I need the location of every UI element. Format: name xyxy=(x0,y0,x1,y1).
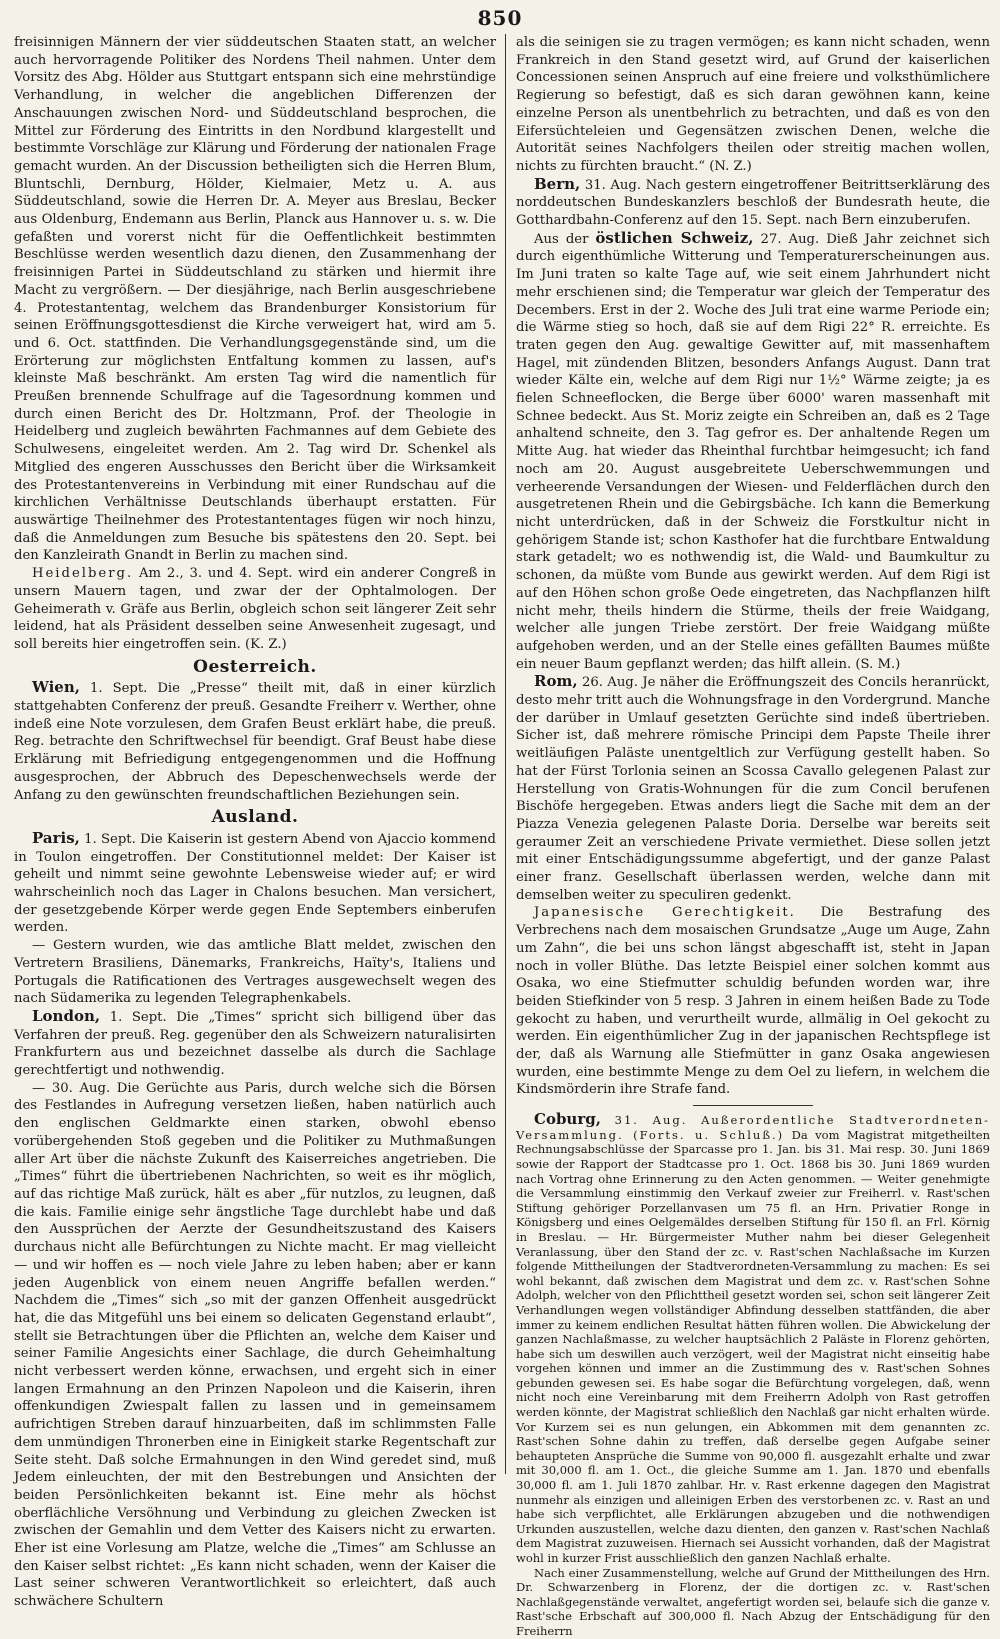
article-paris-2: — Gestern wurden, wie das amtliche Blatt meldet, zwischen den Vertretern Brasiliens, Dänemarks, Frankreichs, Haïty's, Italiens und Portugals die Ratificationen des Vertrages ausgewechselt wegen des nach Südamerika zu legenden Telegraphenkabels. xyxy=(14,938,496,1007)
place-ostschweiz: östlichen Schweiz, xyxy=(595,228,754,247)
article-london-2: — 30. Aug. Die Gerüchte aus Paris, durch welche sich die Börsen des Festlandes in Aufregung versetzen ließen, haben natürlich auch den englischen Geldmarkte einen starken, obwohl ebenso vorübergehenden Stoß gegeben und die Politiker zu Muthmaßungen aller Art über die nächste Zukunft des Kaiserreiches angetrieben. Die „Times“ führt die übertriebenen Nachrichten, so weit es ihr möglich, auf das richtige Maß zurück, hält es aber „für nutzlos, zu leugnen, daß die kais. Familie einige sehr ängstliche Tage durchlebt habe und daß den Aussprüchen der Aerzte der Gesundheitszustand des Kaisers durchaus nicht alle Befürchtungen zu Nichte macht. Er mag vielleicht — und wir hoffen es — noch viele Jahre zu leben haben; aber er kann jeden Augenblick von einem neuen Angriffe befallen werden.“ Nachdem die „Times“ sich „so mit der ganzen Offenheit ausgedrückt hat, die das Mitgefühl uns bei einem so delicaten Gegenstand erlaubt“, stellt sie Betrachtungen über die Pflichten an, welche dem Kaiser und seiner Familie Angesichts einer Sachlage, die durch Geheimhaltung nicht verbessert werden könne, erwachsen, und ergeht sich in einer langen Ermahnung an den Prinzen Napoleon und die Kaiserin, ihren offenkundigen Zwiespalt fallen zu lassen und in gemeinsamem aufrichtigen Streben darauf hinzuarbeiten, daß im schlimmsten Falle dem unmündigen Thronerben eine in Einigkeit starke Regentschaft zur Seite steht. Daß solche Ermahnungen in den Wind geredet sind, muß Jedem einleuchten, der mit den Bestrebungen und Ansichten der beiden Persönlichkeiten bekannt ist. Eine mehr als höchst oberflächliche Versöhnung und Verbindung zu gleichen Zwecken ist zwischen der Gemahlin und dem Vetter des Kaisers nicht zu erwarten. Eher ist eine Vorlesung am Platze, welche die „Times“ am Schlusse an den Kaiser selbst richtet: „Es kann nicht schaden, wenn der Kaiser die Last seiner schweren Verantwortlichkeit so erleichtert, daß auch schwächere Schultern xyxy=(14,1080,496,1610)
place-london: London, xyxy=(32,1006,101,1025)
place-rom: Rom, xyxy=(534,672,578,691)
place-coburg: Coburg, xyxy=(534,1110,601,1129)
article-heidelberg-text: Am 2., 3. und 4. Sept. wird ein anderer Congreß in unsern Mauern tagen, und zwar der der Ophtalmologen. Der Geheimerath v. Gräfe aus Berlin, obgleich schon seit längerer Zeit sehr leidend, hat als Präsident desselben seine Anwesenheit zugesagt, und soll bereits hier eingetroffen sein. (K. Z.) xyxy=(14,566,496,652)
place-wien: Wien, xyxy=(32,678,80,697)
article-bern-text: 31. Aug. Nach gestern eingetroffener Beitrittserklärung des norddeutschen Bundeskanzlers beschloß der Bundesrath heute, die Gotthardbahn-Conferenz auf den 15. Sept. nach Bern einzuberufen. xyxy=(516,177,990,229)
place-heidelberg: Heidelberg. xyxy=(32,566,134,582)
article-ostschweiz-lead: Aus der xyxy=(534,231,596,247)
article-london xyxy=(14,1008,496,1080)
coburg-heading: 31. Aug. Außerordentliche Stadtverordneten-Versammlung. (Forts. u. Schluß.) xyxy=(516,1113,990,1142)
article-rom xyxy=(516,673,990,904)
article-coburg-text: Da vom Magistrat mitgetheilten Rechnungsabschlüsse der Sparcasse pro 1. Jan. bis 31. Mai resp. 30. Juni 1869 sowie der Rapport der Stadtcasse pro 1. Oct. 1868 bis 30. Juni 1869 wurden nach Vortrag ohne Erinnerung zu den Acten genommen. — Weiter genehmigte die Versammlung einstimmig den Verkauf zweier zur Freiherrl. v. Rast'schen Stiftung gehöriger Porzellanvasen um 75 fl. an Hrn. Privatier Ronge in Königsberg und eines Oelgemäldes derselben Stiftung für 150 fl. an Frl. Körnig in Breslau. — Hr. Bürgermeister Muther nahm bei dieser Gelegenheit Veranlassung, über den Stand der zc. v. Rast'schen Nachlaßsache im Kurzen folgende Mittheilungen der Stadtverordneten-Versammlung zu machen: Es sei wohl bekannt, daß zwischen dem Magistrat und dem zc. v. Rast'schen Sohne Adolph, welcher von den Pflichttheil gesetzt worden sei, schon seit längerer Zeit Verhandlungen wegen vollständiger Abfindung desselben stattfänden, die aber immer zu keinem endlichen Resultat hätten führen wollen. Die Abwickelung der ganzen Nachlaßmasse, zu welcher hauptsächlich 2 Paläste in Florenz gehörten, habe sich um deswillen auch verzögert, weil der Magistrat nicht einseitig habe vorgehen können und immer an die Zustimmung des v. Rast'schen Sohnes gebunden gewesen sei. Es habe sogar die Befürchtung vorgelegen, daß, wenn nicht noch eine Vereinbarung mit dem Freiherrn Adolph von Rast getroffen werden könnte, der Magistrat schließlich den Nachlaß gar nicht erhalten würde. Vor Kurzem sei es nun gelungen, ein Abkommen mit dem genannten zc. Rast'schen Sohne dahin zu treffen, daß derselbe gegen Aufgabe seiner behaupteten Ansprüche die Summe von 90,000 fl. ausgezahlt erhalte und zwar mit 30,000 fl. am 1. Oct., die gleiche Summe am 1. Jan. 1870 und ebenfalls 30,000 fl. am 1. Juli 1870 zahlbar. Hr. v. Rast erkenne dagegen den Magistrat nunmehr als einzigen und alleinigen Erben des verstorbenen zc. v. Rast an und habe sich verpflichtet, alle Erklärungen abzugeben und die nothwendigen Urkunden auszustellen, welche dazu dienten, den ganzen v. Rast'schen Nachlaß dem Magistrat zuzuweisen. Hiernach sei Aussicht vorhanden, daß der Magistrat wohl in kurzer Frist ausschließlich den ganzen Nachlaß erhalte. xyxy=(516,1127,990,1565)
heading-ausland: Ausland. xyxy=(211,807,299,828)
article-ostschweiz-text: 27. Aug. Dieß Jahr zeichnet sich durch eigenthümliche Witterung und Temperaturerscheinungen aus. Im Juni traten so kalte Tage auf, wie seit einem Jahrhundert nicht mehr erschienen sind; die Temperatur war gleich der Temperatur des Decembers. Erst in der 2. Woche des Juli trat eine warme Periode ein; die Wärme stieg so hoch, daß sie auf dem Rigi 22° R. erreichte. Es traten gegen den Aug. gewaltige Gewitter auf, mit massenhaftem Hagel, mit zündenden Blitzen, besonders Anfangs August. Dann trat wieder Kälte ein, welche auf dem Rigi nur 1½° Wärme zeigte; ja es fielen Schneeflocken, die Berge über 6000' waren massenhaft mit Schnee bedeckt. Aus St. Moriz zeigte ein Schreiben an, daß es 2 Tage anhaltend schneite, den 3. Tag gefror es. Der anhaltende Regen um Mitte Aug. hat wieder das Rheinthal furchtbar heimgesucht; ich fand noch am 20. August ausgebreitete Ueberschwemmungen und verheerende Versandungen der Wiesen- und Felderflächen durch den ausgetretenen Rhein und die Gebirgsbäche. Ich kann die Bemerkung nicht unterdrücken, daß in der Schweiz die Forstkultur nicht in gehörigem Stande ist; schon Kasthofer hat die furchtbare Entwaldung stark getadelt; wo es nothwendig ist, die Wald- und Baumkultur zu schonen, da müßte vom Bunde aus gewirkt werden. Auf dem Rigi ist auf den Höhen schon große Oede eingetreten, das Nachpflanzen hilft nicht mehr, theils hindern die Stürme, theils der freie Waidgang, welcher alle jungen Triebe zerstört. Der freie Waidgang müßte aufgehoben werden, und an der Stelle eines gefällten Baumes müßte ein neuer Baum gepflanzt werden; das hilft allein. (S. M.) xyxy=(516,231,990,672)
page-number: 850 xyxy=(477,6,523,30)
title-japan: Japanesische Gerechtigkeit. xyxy=(534,905,796,921)
right-column xyxy=(516,34,990,1638)
article-paris xyxy=(14,830,496,937)
article-london-text: 1. Sept. Die „Times“ spricht sich billigend über das Verfahren der preuß. Reg. gegenüber den als Schweizern naturalisirten Frankfurtern aus und bezeichnet dasselbe als durch die Sachlage gerechtfertigt und nothwendig. xyxy=(14,1009,496,1079)
article-coburg xyxy=(516,1112,990,1565)
article-wien xyxy=(14,679,496,804)
article-heidelberg xyxy=(14,565,496,654)
column-divider xyxy=(505,34,506,1474)
place-paris: Paris, xyxy=(32,828,80,847)
article-coburg-2: Nach einer Zusammenstellung, welche auf Grund der Mittheilungen des Hrn. Dr. Schwarzenberg in Florenz, der die dortigen zc. v. Rast'schen Nachlaßgegenstände verwaltet, angefertigt worden sei, belaufe sich die ganze v. Rast'sche Erbschaft auf 300,000 fl. Nach Abzug der Entschädigung für den Freiherrn xyxy=(516,1565,990,1638)
article-wien-text: 1. Sept. Die „Presse“ theilt mit, daß in einer kürzlich stattgehabten Conferenz der preuß. Gesandte Freiherr v. Werther, ohne indeß eine Note vorzulesen, dem Grafen Beust erklärt habe, die preuß. Reg. betrachte den Schriftwechsel für beendigt. Graf Beust habe diese Erklärung mit Befriedigung entgegengenommen und die Hoffnung ausgesprochen, der Abbruch des Depeschenwechsels werde der Anfang zu den gewünschten freundschaftlichen Beziehungen sein. xyxy=(14,681,496,803)
heading-oesterreich: Oesterreich. xyxy=(193,656,317,677)
article-ostschweiz xyxy=(516,230,990,674)
place-bern: Bern, xyxy=(534,174,581,193)
article-freisinnige: freisinnigen Männern der vier süddeutschen Staaten statt, an welcher auch hervorragende Politiker des Nordens Theil nahmen. Unter dem Vorsitz des Abg. Hölder aus Stuttgart entspann sich eine mehrstündige Verhandlung, in welcher die angeblichen Differenzen der Anschauungen zwischen Nord- und Süddeutschland besprochen, die Mittel zur Förderung des Eintritts in den Nordbund klargestellt und bestimmte Vorschläge zur Klärung und Förderung der nationalen Frage gemacht wurden. An der Discussion betheiligten sich die Herren Blum, Bluntschli, Dernburg, Hölder, Kielmaier, Metz u. A. aus Süddeutschland, sowie die Herren Dr. A. Meyer aus Breslau, Becker aus Oldenburg, Endemann aus Berlin, Planck aus Hannover u. s. w. Die gefaßten und vorerst nicht für die Oeffentlichkeit bestimmten Beschlüsse werden wesentlich dazu dienen, den Zusammenhang der freisinnigen Partei in Süddeutschland zu stärken und hiermit ihre Macht zu vergrößern. — Der diesjährige, nach Berlin ausgeschriebene 4. Protestantentag, welchem das Brandenburger Konsistorium für seinen Eröffnungsgottesdienst die Kirche verweigert hat, wird am 5. und 6. Oct. stattfinden. Die Verhandlungsgegenstände sind, um die Erörterung zur möglichsten Entfaltung kommen zu lassen, auf's kleinste Maß beschränkt. Am ersten Tag wird die namentlich für Preußen brennende Schulfrage auf die Tagesordnung kommen und durch einen Bericht des Dr. Holtzmann, Prof. der Theologie in Heidelberg und zugleich bewährten Fachmannes auf dem Gebiete des Schulwesens, eingeleitet werden. Am 2. Tag wird Dr. Schenkel als Mitglied des engeren Ausschusses den Bericht über die Wirksamkeit des Protestantenvereins in Verbindung mit einer Rundschau auf die kirchlichen Verhältnisse Deutschlands überhaupt erstatten. Für auswärtige Theilnehmer des Protestantentages fügen wir noch hinzu, daß die Anmeldungen zum Besuche bis spätestens den 20. Sept. bei den Kanzleirath Gnandt in Berlin zu machen sind. xyxy=(14,35,496,564)
article-japan xyxy=(516,904,990,1099)
article-japan-text: Die Bestrafung des Verbrechens nach dem mosaischen Grundsatze „Auge um Auge, Zahn um Zahn“, die bei uns schon längst abgeschafft ist, steht in Japan noch in voller Blüthe. Das letzte Beispiel einer solchen kommt aus Osaka, wo eine Stiefmutter schuldig befunden worden war, ihre beiden Stiefkinder von 5 resp. 3 Jahren in einem heißen Bade zu Tode gekocht zu haben, und verurtheilt wurde, allmälig in Oel gekocht zu werden. Ein eigenthümlicher Zug in der japanischen Rechtspflege ist der, daß als Warnung alle Stiefmütter in ganz Osaka angewiesen wurden, eine bestimmte Menge zu dem Oel zu liefern, in welchem die Kindsmörderin ihre Strafe fand. xyxy=(516,905,990,1098)
article-paris-text: 1. Sept. Die Kaiserin ist gestern Abend von Ajaccio kommend in Toulon eingetroffen. Der Constitutionnel meldet: Der Kaiser ist geheilt und nimmt seine gewohnte Lebensweise wieder auf; er wird wahrscheinlich noch das Lager in Chalons besuchen. Man versichert, der gesetzgebende Körper werde gegen Ende Septembers einberufen werden. xyxy=(14,831,496,936)
article-bern xyxy=(516,176,990,230)
section-divider xyxy=(693,1105,813,1106)
left-column xyxy=(14,34,496,1610)
article-continuation: als die seinigen sie zu tragen vermögen; es kann nicht schaden, wenn Frankreich in den Stand gesetzt wird, auf Grund der kaiserlichen Concessionen seinen Anspruch auf eine freiere und volksthümlichere Regierung so befestigt, daß es sich daran gewöhnen kann, keine einzelne Person als unentbehrlich zu betrachten, und daß es von den Eifersüchteleien und Gegensätzen zwischen Denen, welche die Autorität seines Nachfolgers theilen oder streitig machen wollen, nichts zu fürchten braucht.“ (N. Z.) xyxy=(516,35,990,174)
article-rom-text: 26. Aug. Je näher die Eröffnungszeit des Concils heranrückt, desto mehr tritt auch die Wohnungsfrage in den Vordergrund. Manche der darüber in Umlauf gesetzten Gerüchte sind indeß übertrieben. Sicher ist, daß mehrere römische Principi dem Papste Theile ihrer weitläufigen Paläste unentgeltlich zur Verfügung gestellt haben. So hat der Fürst Torlonia seinen an Scossa Cavallo gelegenen Palast zur Herstellung von Gratis-Wohnungen für die zum Concil berufenen Bischöfe hergegeben. Etwas anders liegt die Sache mit dem an der Piazza Venezia gelegenen Palaste Doria. Derselbe war bereits seit geraumer Zeit an verschiedene Private vermiethet. Diese sollen jetzt mit einer Entschädigungssumme abgefertigt, und der ganze Palast einer franz. Gesellschaft überlassen werden, welche dann mit demselben weiter zu speculiren gedenkt. xyxy=(516,675,990,903)
